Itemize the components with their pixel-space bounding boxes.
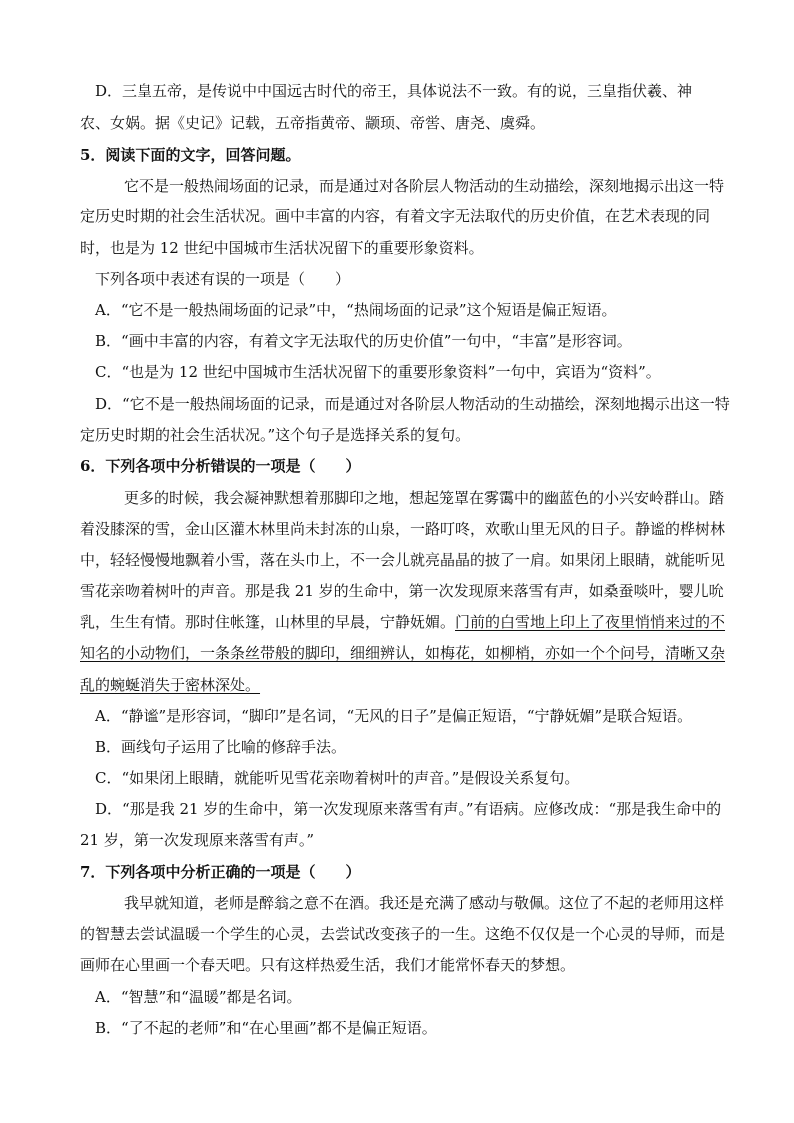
q6-underlined-sentence-part3: 乱的蜿蜒消失于密林深处。 (80, 676, 261, 694)
q7-heading: 7．下列各项中分析正确的一项是（ ） (80, 863, 361, 881)
q5-passage-line3: 时，也是为 12 世纪中国城市生活状况留下的重要形象资料。 (80, 239, 484, 257)
q5-option-b: B．“画中丰富的内容，有着文字无法取代的历史价值”一句中，“丰富”是形容词。 (95, 332, 632, 350)
q6-option-c: C．“如果闭上眼睛，就能听见雪花亲吻着树叶的声音。”是假设关系复句。 (95, 769, 580, 787)
q6-passage-line3: 中，轻轻慢慢地飘着小雪，落在头巾上，不一会儿就亮晶晶的披了一肩。如果闭上眼睛，就能听见 (80, 551, 726, 569)
q6-passage-line2: 着没膝深的雪，金山区灌木林里尚未封冻的山泉，一路叮咚，欢歌山里无风的日子。静谧的桦树林 (80, 520, 726, 538)
q7-passage-line1: 我早就知道，老师是醉翁之意不在酒。我还是充满了感动与敬佩。这位了不起的老师用这样 (124, 894, 725, 912)
q5-option-c: C．“也是为 12 世纪中国城市生活状况留下的重要形象资料”一句中，宾语为“资料”。 (95, 363, 661, 381)
q6-underlined-sentence-part2: 知名的小动物们，一条条丝带般的脚印，细细辨认，如梅花，如柳梢，亦如一个个问号，清晰又杂 (80, 644, 726, 662)
q6-underlined-sentence-part1: 门前的白雪地上印上了夜里悄悄来过的不 (455, 613, 726, 631)
q6-option-a: A．“静谧”是形容词，“脚印”是名词，“无风的日子”是偏正短语，“宁静妩媚”是联合短语。 (95, 707, 693, 725)
q4-option-d-line2: 农、女娲。据《史记》记载，五帝指黄帝、颛顼、帝喾、唐尧、虞舜。 (80, 114, 546, 132)
q5-option-a: A．“它不是一般热闹场面的记录”中，“热闹场面的记录”这个短语是偏正短语。 (95, 301, 617, 319)
q6-passage-line4: 雪花亲吻着树叶的声音。那是我 21 岁的生命中，第一次发现原来落雪有声，如桑蚕啖叶，婴儿吮 (80, 582, 724, 600)
q6-option-d-line2: 21 岁，第一次发现原来落雪有声。” (80, 831, 315, 849)
q5-option-d-line2: 定历史时期的社会生活状况。”这个句子是选择关系的复句。 (80, 426, 471, 444)
q4-option-d-line1: D．三皇五帝，是传说中中国远古时代的帝王，具体说法不一致。有的说，三皇指伏羲、神 (95, 82, 693, 100)
q5-heading: 5．阅读下面的文字，回答问题。 (80, 146, 301, 164)
q5-question: 下列各项中表述有误的一项是（ ） (95, 270, 351, 288)
q7-option-b: B．“了不起的老师”和“在心里画”都不是偏正短语。 (95, 1019, 437, 1037)
q6-passage-line1: 更多的时候，我会凝神默想着那脚印之地，想起笼罩在雾霭中的幽蓝色的小兴安岭群山。踏 (124, 489, 725, 507)
q7-passage-line2: 的智慧去尝试温暖一个学生的心灵，去尝试改变孩子的一生。这绝不仅仅是一个心灵的导师，而是 (80, 925, 726, 943)
q5-passage-line1: 它不是一般热闹场面的记录，而是通过对各阶层人物活动的生动描绘，深刻地揭示出这一特 (124, 177, 725, 195)
q7-passage-line3: 画师在心里画一个春天吧。只有这样热爱生活，我们才能常怀春天的梦想。 (80, 956, 576, 974)
q6-option-d-line1: D．“那是我 21 岁的生命中，第一次发现原来落雪有声。”有语病。应修改成：“那是我生命中的 (95, 800, 722, 818)
q5-passage-line2: 定历史时期的社会生活状况。画中丰富的内容，有着文字无法取代的历史价值，在艺术表现的同 (80, 207, 711, 225)
q6-option-b: B．画线句子运用了比喻的修辞手法。 (95, 738, 347, 756)
q6-passage-line5-plain: 乳，生生有情。那时住帐篷，山林里的早晨，宁静妩媚。 (80, 613, 456, 631)
q6-passage-line5 (80, 612, 794, 632)
q7-option-a: A．“智慧”和“温暖”都是名词。 (95, 988, 302, 1006)
q6-heading: 6．下列各项中分析错误的一项是（ ） (80, 457, 361, 475)
q5-option-d-line1: D．“它不是一般热闹场面的记录，而是通过对各阶层人物活动的生动描绘，深刻地揭示出这一特 (95, 395, 730, 413)
